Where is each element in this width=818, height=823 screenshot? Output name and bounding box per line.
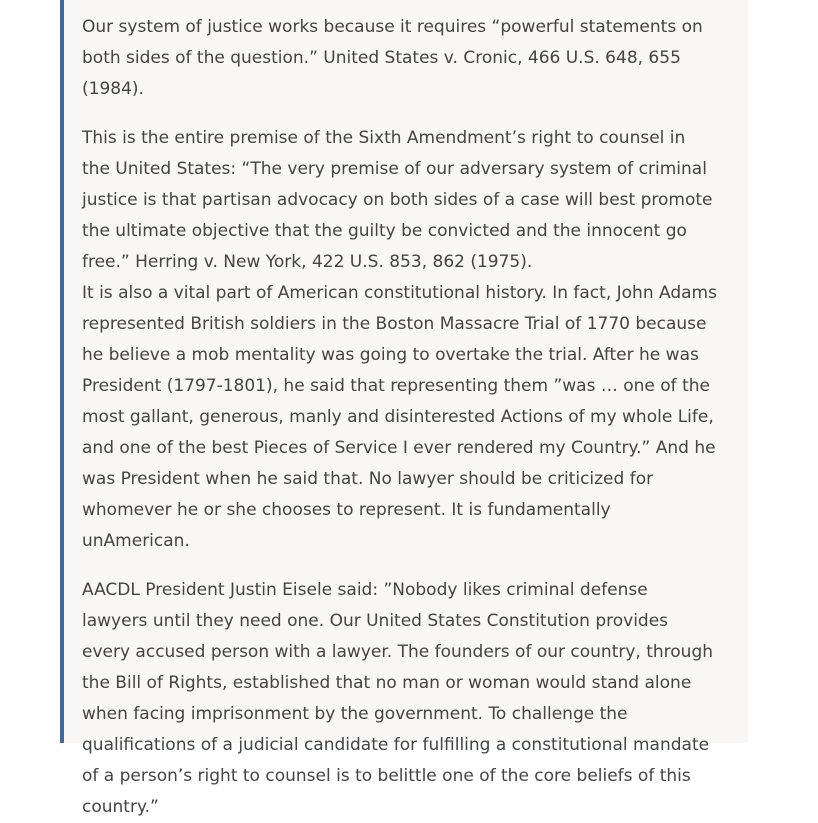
quote-paragraph-john-adams: It is also a vital part of American constitutional history. In fact, John Adams represented British soldiers in the Boston Massacre Trial of 1770 because he believe a mob mentality was going to overtake the trial. After he was President (1797-1801), he said that representing them ”was … one of the most gallant, generous, manly and disinterested Actions of my whole Life, and one of the best Pieces of Service I ever rendered my Country.” And he was President when he said that. No lawyer should be criticized for whomever he or she chooses to represent. It is fundamentally unAmerican. <box>82 283 717 551</box>
quote-paragraph-herring: This is the entire premise of the Sixth Amendment’s right to counsel in the United States: “The very premise of our adversary system of criminal justice is that partisan advocacy on both sides of a case will best promote the ultimate objective that the guilty be convicted and the innocent go free.” Herring v. New York, 422 U.S. 853, 862 (1975). <box>82 128 713 272</box>
blockquote <box>60 0 748 817</box>
quote-paragraph-eisele: AACDL President Justin Eisele said: ”Nobody likes criminal defense lawyers until they need one. Our United States Constitution provides every accused person with a lawyer. The founders of our country, through the Bill of Rights, established that no man or woman would stand alone when facing imprisonment by the government. To challenge the qualifications of a judicial candidate for fulfilling a constitutional mandate of a person’s right to counsel is to belittle one of the core beliefs of this country.” <box>82 580 714 817</box>
quote-paragraph-cronic: Our system of justice works because it requires “powerful statements on both sides of the question.” United States v. Cronic, 466 U.S. 648, 655 (1984). <box>82 17 703 99</box>
